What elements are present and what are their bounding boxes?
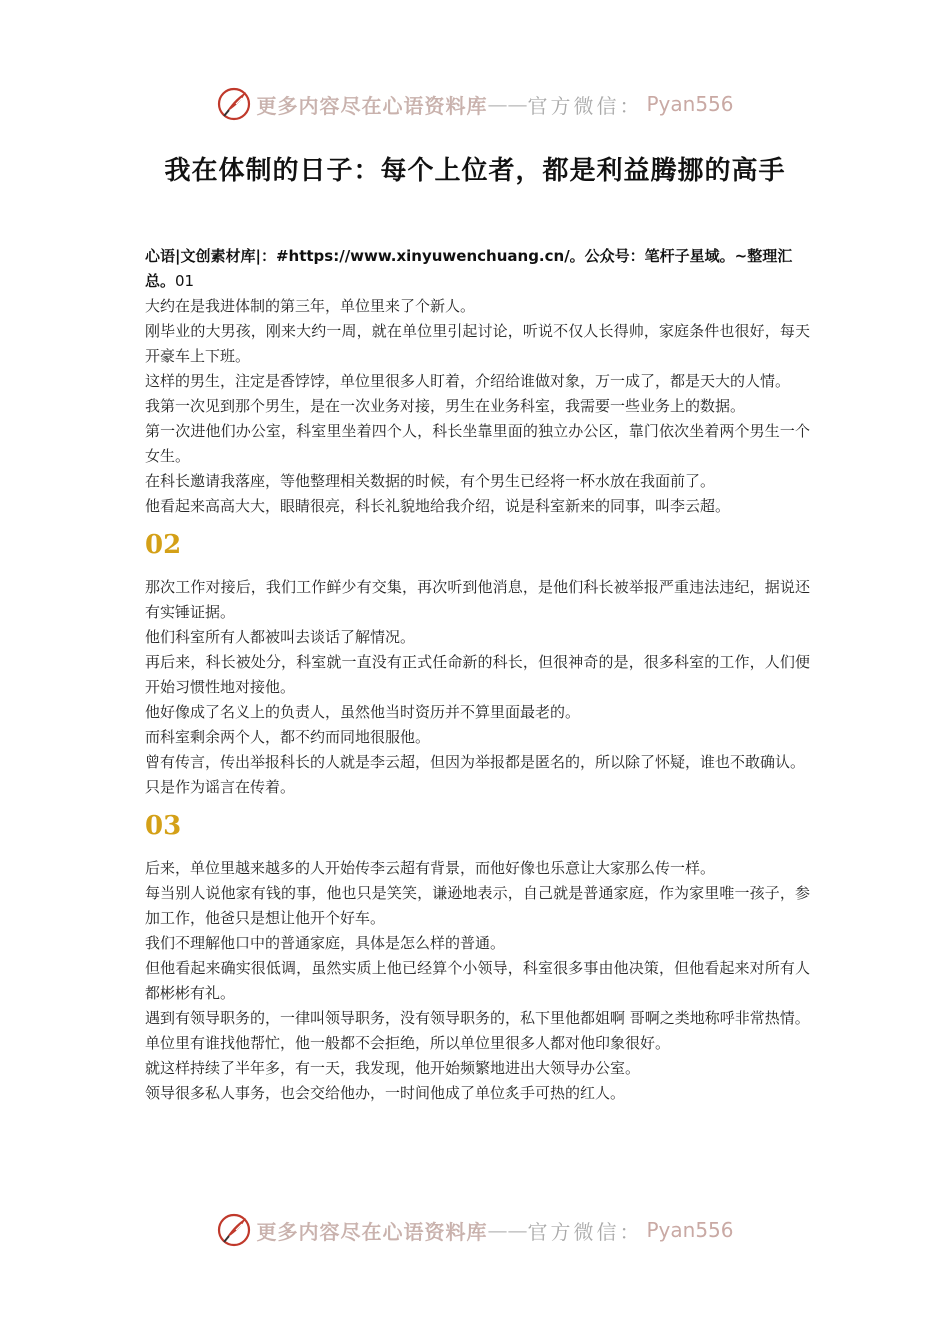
paragraph: 每当别人说他家有钱的事，他也只是笑笑，谦逊地表示，自己就是普通家庭，作为家里唯一孩子，参加工作，他爸只是想让他开个好车。 [145,884,810,927]
paragraph: 他看起来高高大大，眼睛很亮，科长礼貌地给我介绍，说是科室新来的同事，叫李云超。 [145,497,731,515]
paragraph: 第一次进他们办公室，科室里坐着四个人，科长坐靠里面的独立办公区，靠门依次坐着两个男生一个女生。 [145,422,810,465]
paragraph: 大约在是我进体制的第三年，单位里来了个新人。 [145,297,476,315]
paragraph: 刚毕业的大男孩，刚来大约一周，就在单位里引起讨论，听说不仅人长得帅，家庭条件也很好，每天开豪车上下班。 [145,322,810,365]
banner-main-text: 更多内容尽在心语资料库 [256,93,488,118]
paragraph: 再后来，科长被处分，科室就一直没有正式任命新的科长，但很神奇的是，很多科室的工作，人们便开始习惯性地对接他。 [145,653,810,696]
banner-main-text: 更多内容尽在心语资料库 [256,1219,488,1244]
paragraph: 这样的男生，注定是香饽饽，单位里很多人盯着，介绍给谁做对象，万一成了，都是天大的人情。 [145,372,791,390]
paragraph: 曾有传言，传出举报科长的人就是李云超，但因为举报都是匿名的，所以除了怀疑，谁也不敢确认。 [145,753,806,771]
paragraph: 在科长邀请我落座，等他整理相关数据的时候，有个男生已经将一杯水放在我面前了。 [145,472,716,490]
footer-watermark-banner [0,1208,950,1252]
paragraph: 后来，单位里越来越多的人开始传李云超有背景，而他好像也乐意让大家那么传一样。 [145,859,716,877]
source-meta-line [145,244,810,294]
section-number-03: 03 [145,811,182,841]
quill-pen-logo-icon [216,86,252,122]
section-01 [145,294,810,519]
paragraph: 单位里有谁找他帮忙，他一般都不会拒绝，所以单位里很多人都对他印象很好。 [145,1034,671,1052]
article-body [145,244,810,1106]
banner-wechat-handle: Pyan556 [646,92,734,116]
paragraph: 领导很多私人事务，也会交给他办，一时间他成了单位炙手可热的红人。 [145,1084,626,1102]
banner-dash: —— [487,92,528,116]
section-number-01: 01 [175,272,195,290]
paragraph: 就这样持续了半年多，有一天，我发现，他开始频繁地进出大领导办公室。 [145,1059,641,1077]
section-02 [145,575,810,800]
paragraph: 他们科室所有人都被叫去谈话了解情况。 [145,628,416,646]
banner-wechat-handle: Pyan556 [646,1218,734,1242]
banner-wechat-label: 官方微信： [527,93,643,118]
paragraph: 我第一次见到那个男生，是在一次业务对接，男生在业务科室，我需要一些业务上的数据。 [145,397,746,415]
section-03 [145,856,810,1106]
section-number-02: 02 [145,530,182,560]
source-meta-text: 心语|文创素材库|：#https://www.xinyuwenchuang.cn/。公众号：笔杆子星域。~整理汇总。 [145,247,793,290]
paragraph: 我们不理解他口中的普通家庭，具体是怎么样的普通。 [145,934,506,952]
paragraph: 但他看起来确实很低调，虽然实质上他已经算个小领导，科室很多事由他决策，但他看起来对所有人都彬彬有礼。 [145,959,810,1002]
paragraph: 只是作为谣言在传着。 [145,778,296,796]
article-title: 我在体制的日子：每个上位者，都是利益腾挪的高手 [164,156,786,186]
banner-wechat-label: 官方微信： [527,1219,643,1244]
header-watermark-banner [0,82,950,126]
banner-dash: —— [487,1218,528,1242]
paragraph: 遇到有领导职务的，一律叫领导职务，没有领导职务的，私下里他都姐啊 哥啊之类地称呼非常热情。 [145,1009,810,1027]
quill-pen-logo-icon [216,1212,252,1248]
paragraph: 那次工作对接后，我们工作鲜少有交集，再次听到他消息，是他们科长被举报严重违法违纪，据说还有实锤证据。 [145,578,810,621]
paragraph: 而科室剩余两个人，都不约而同地很服他。 [145,728,431,746]
paragraph: 他好像成了名义上的负责人，虽然他当时资历并不算里面最老的。 [145,703,581,721]
